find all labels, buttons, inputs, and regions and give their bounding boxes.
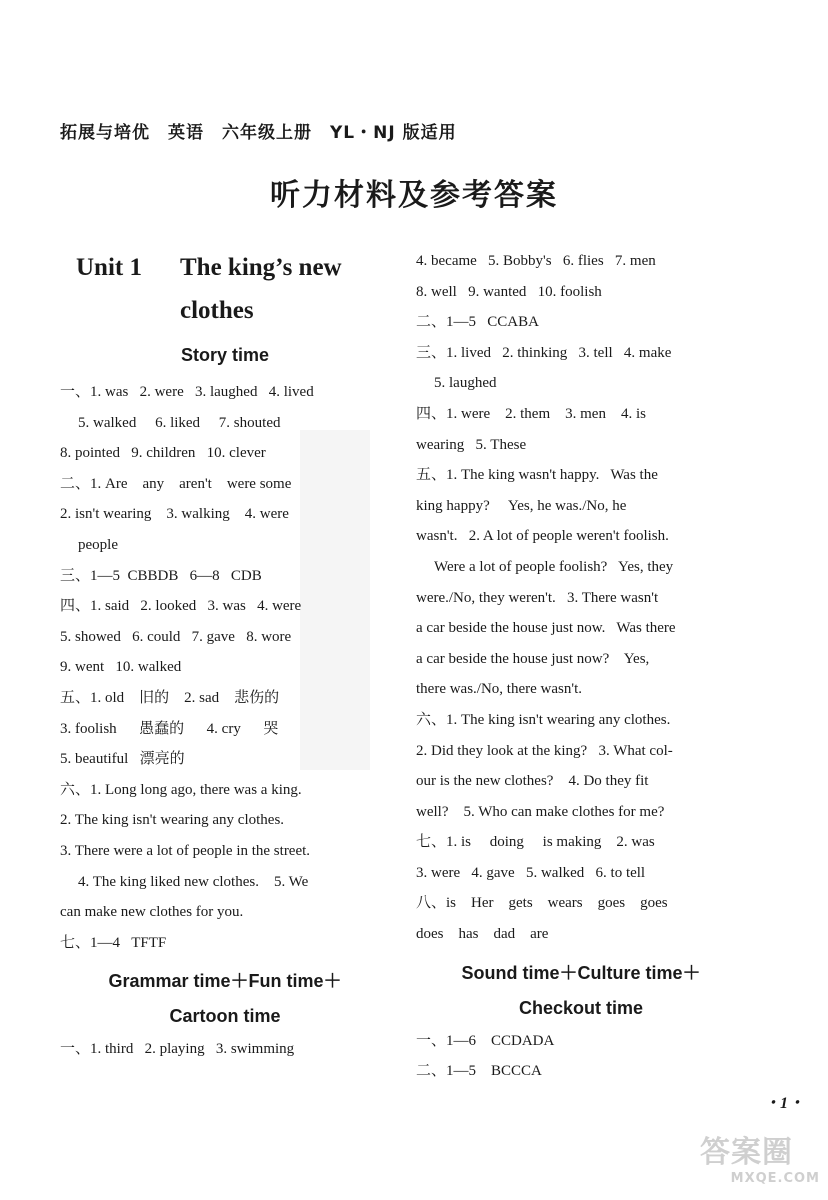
unit-title-line1: The king’s new bbox=[180, 254, 342, 281]
answer-line: 四、1. were 2. them 3. men 4. is bbox=[416, 405, 646, 422]
answer-line: 9. went 10. walked bbox=[60, 659, 182, 676]
answer-line: 四、1. said 2. looked 3. was 4. were bbox=[60, 598, 302, 615]
section-story-time: Story time bbox=[180, 345, 270, 365]
right-column bbox=[416, 246, 746, 1087]
answer-line: 2. The king isn't wearing any clothes. bbox=[60, 812, 285, 829]
answer-line: 三、1. lived 2. thinking 3. tell 4. make bbox=[416, 344, 672, 361]
answer-line: were./No, they weren't. 3. There wasn't bbox=[416, 589, 659, 606]
section-sound-line1: Sound time＋Culture time＋ bbox=[461, 962, 701, 983]
page-title: 听力材料及参考答案 bbox=[270, 178, 558, 213]
answer-line: 4. became 5. Bobby's 6. flies 7. men bbox=[416, 253, 656, 269]
answer-line: there was./No, there wasn't. bbox=[416, 681, 582, 698]
answer-line: 五、1. old 旧的 2. sad 悲伤的 bbox=[60, 689, 280, 706]
watermark-url: MXQE.COM bbox=[730, 1171, 820, 1186]
answer-line: 8. well 9. wanted 10. foolish bbox=[416, 283, 602, 300]
answer-line: 一、1. third 2. playing 3. swimming bbox=[60, 1041, 295, 1058]
answer-line: 一、1. was 2. were 3. laughed 4. lived bbox=[60, 384, 314, 400]
section-sound-line2: Checkout time bbox=[518, 997, 644, 1018]
answer-line: wearing 5. These bbox=[416, 436, 527, 453]
unit-number: Unit 1 bbox=[76, 254, 142, 281]
answer-line: 2. Did they look at the king? 3. What col- bbox=[416, 742, 673, 759]
answer-line: king happy? Yes, he was./No, he bbox=[416, 497, 627, 514]
section-sound-time bbox=[416, 956, 746, 1026]
answer-line: 3. were 4. gave 5. walked 6. to tell bbox=[416, 864, 646, 881]
answer-line: 5. walked 6. liked 7. shouted bbox=[78, 414, 281, 431]
section-grammar-time bbox=[60, 964, 390, 1034]
answer-line: 2. isn't wearing 3. walking 4. were bbox=[60, 506, 289, 523]
answer-line: a car beside the house just now. Was there bbox=[416, 620, 676, 637]
answer-line: 二、1. Are any aren't were some bbox=[60, 475, 292, 492]
answer-line: 5. beautiful 漂亮的 bbox=[60, 751, 185, 768]
answer-line: 七、1—4 TFTF bbox=[60, 934, 167, 951]
unit-heading bbox=[76, 246, 390, 332]
answer-line: 3. foolish 愚蠢的 4. cry 哭 bbox=[60, 720, 279, 737]
left-column bbox=[60, 246, 390, 1065]
section-grammar-line1: Grammar time＋Fun time＋ bbox=[108, 971, 342, 992]
answer-line: can make new clothes for you. bbox=[60, 904, 244, 921]
watermark-text: 答案圈 bbox=[700, 1135, 793, 1170]
answer-line: 三、1—5 CBBDB 6—8 CDB bbox=[60, 567, 262, 584]
answer-line: 六、1. The king isn't wearing any clothes. bbox=[416, 711, 671, 728]
answer-line: 8. pointed 9. children 10. clever bbox=[60, 445, 266, 462]
book-header: 拓展与培优 英语 六年级上册 YL・NJ 版适用 bbox=[60, 123, 457, 143]
answer-line: 5. showed 6. could 7. gave 8. wore bbox=[60, 628, 292, 645]
answer-line: wasn't. 2. A lot of people weren't foolish. bbox=[416, 528, 669, 545]
page-number: ・1・ bbox=[764, 1095, 805, 1112]
watermark-logo bbox=[700, 1135, 820, 1193]
answer-line: 一、1—6 CCDADA bbox=[416, 1032, 555, 1049]
answer-line: 二、1—5 CCABA bbox=[416, 314, 539, 331]
answer-line: 4. The king liked new clothes. 5. We bbox=[78, 873, 309, 890]
answer-line: Were a lot of people foolish? Yes, they bbox=[434, 558, 674, 575]
answer-line: does has dad are bbox=[416, 926, 549, 943]
answer-line: people bbox=[78, 536, 118, 553]
unit-title-line2: clothes bbox=[180, 297, 254, 324]
answer-line: our is the new clothes? 4. Do they fit bbox=[416, 773, 649, 790]
answer-line: 5. laughed bbox=[434, 375, 497, 392]
section-grammar-line2: Cartoon time bbox=[169, 1006, 281, 1027]
answer-line: a car beside the house just now? Yes, bbox=[416, 650, 650, 667]
answer-line: 七、1. is doing is making 2. was bbox=[416, 834, 655, 851]
answer-line: 八、is Her gets wears goes goes bbox=[416, 895, 668, 912]
answer-line: 五、1. The king wasn't happy. Was the bbox=[416, 467, 658, 484]
answer-line: 3. There were a lot of people in the street. bbox=[60, 842, 311, 859]
answer-line: well? 5. Who can make clothes for me? bbox=[416, 803, 665, 820]
answer-line: 二、1—5 BCCCA bbox=[416, 1063, 542, 1080]
answer-line: 六、1. Long long ago, there was a king. bbox=[60, 781, 302, 798]
